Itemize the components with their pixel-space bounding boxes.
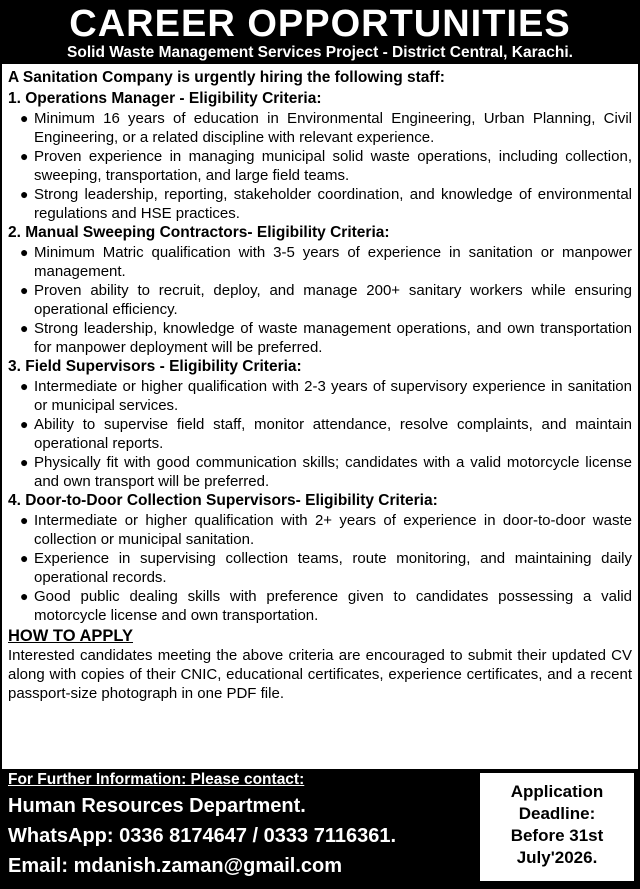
section-title: 3. Field Supervisors - Eligibility Criteria: <box>8 358 302 375</box>
section-title: 1. Operations Manager - Eligibility Criteria: <box>8 90 322 107</box>
section-manual-sweeping-contractors <box>8 223 632 357</box>
section-door-to-door-supervisors <box>8 491 632 625</box>
deadline-line: Application <box>510 782 604 801</box>
list-item <box>8 377 632 415</box>
list-item <box>8 147 632 185</box>
bullet-icon: ● <box>20 378 29 394</box>
section-title: 4. Door-to-Door Collection Supervisors- Eligibility Criteria: <box>8 492 438 509</box>
deadline-line: July'2026. <box>516 848 598 867</box>
bullet-icon: ● <box>20 512 29 528</box>
bullet-icon: ● <box>20 110 29 126</box>
list-item <box>8 281 632 319</box>
contact-department: Human Resources Department. <box>8 795 306 817</box>
bullet-icon: ● <box>20 416 29 432</box>
header-banner <box>2 2 638 64</box>
list-item <box>8 109 632 147</box>
list-item-text: Proven experience in managing municipal solid waste operations, including collection, sweeping, transportation, and large field teams. <box>34 148 632 184</box>
list-item-text: Ability to supervise field staff, monitor attendance, resolve complaints, and maintain operational reports. <box>34 416 632 452</box>
list-item <box>8 185 632 223</box>
contact-footer <box>2 769 638 887</box>
main-content <box>2 64 638 703</box>
page-subtitle: Solid Waste Management Services Project - District Central, Karachi. <box>67 44 573 61</box>
bullet-icon: ● <box>20 282 29 298</box>
list-item <box>8 511 632 549</box>
list-item-text: Good public dealing skills with preference given to candidates possessing a valid motorcycle license and own transportation. <box>34 588 632 624</box>
list-item-text: Experience in supervising collection teams, route monitoring, and maintaining daily operational records. <box>34 550 632 586</box>
contact-whatsapp: WhatsApp: 0336 8174647 / 0333 7116361. <box>8 825 397 847</box>
list-item-text: Intermediate or higher qualification with 2+ years of experience in door-to-door waste collection or municipal sanitation. <box>34 512 632 548</box>
bullet-icon: ● <box>20 320 29 336</box>
list-item <box>8 587 632 625</box>
list-item-text: Minimum 16 years of education in Environmental Engineering, Urban Planning, Civil Engineering, or a related discipline with relevant experience. <box>34 110 632 146</box>
section-title: 2. Manual Sweeping Contractors- Eligibility Criteria: <box>8 224 390 241</box>
bullet-icon: ● <box>20 454 29 470</box>
list-item-text: Proven ability to recruit, deploy, and manage 200+ sanitary workers while ensuring operational efficiency. <box>34 282 632 318</box>
list-item-text: Strong leadership, reporting, stakeholder coordination, and knowledge of environmental regulations and HSE practices. <box>34 186 632 222</box>
bullet-icon: ● <box>20 244 29 260</box>
list-item-text: Physically fit with good communication skills; candidates with a valid motorcycle license and own transport will be preferred. <box>34 454 632 490</box>
section-operations-manager <box>8 89 632 223</box>
list-item <box>8 243 632 281</box>
application-deadline-box <box>480 773 634 881</box>
list-item-text: Intermediate or higher qualification with 2-3 years of supervisory experience in sanitation or municipal services. <box>34 378 632 414</box>
deadline-line: Before 31st <box>510 826 604 845</box>
contact-heading: For Further Information: Please contact: <box>8 771 305 788</box>
list-item <box>8 549 632 587</box>
how-to-apply-heading: HOW TO APPLY <box>8 627 133 645</box>
bullet-icon: ● <box>20 186 29 202</box>
bullet-icon: ● <box>20 550 29 566</box>
deadline-line: Deadline: <box>518 804 596 823</box>
how-to-apply-text: Interested candidates meeting the above criteria are encouraged to submit their updated CV along with copies of their CNIC, educational certificates, experience certificates, and a recent passport-size photograph in one PDF file. <box>8 647 632 702</box>
page-title: CAREER OPPORTUNITIES <box>69 3 571 45</box>
list-item-text: Strong leadership, knowledge of waste management operations, and own transportation for manpower deployment will be preferred. <box>34 320 632 356</box>
bullet-icon: ● <box>20 588 29 604</box>
section-field-supervisors <box>8 357 632 491</box>
intro-text: A Sanitation Company is urgently hiring the following staff: <box>8 69 445 86</box>
list-item <box>8 319 632 357</box>
list-item <box>8 453 632 491</box>
contact-email: Email: mdanish.zaman@gmail.com <box>8 855 343 877</box>
list-item <box>8 415 632 453</box>
bullet-icon: ● <box>20 148 29 164</box>
list-item-text: Minimum Matric qualification with 3-5 years of experience in sanitation or manpower management. <box>34 244 632 280</box>
